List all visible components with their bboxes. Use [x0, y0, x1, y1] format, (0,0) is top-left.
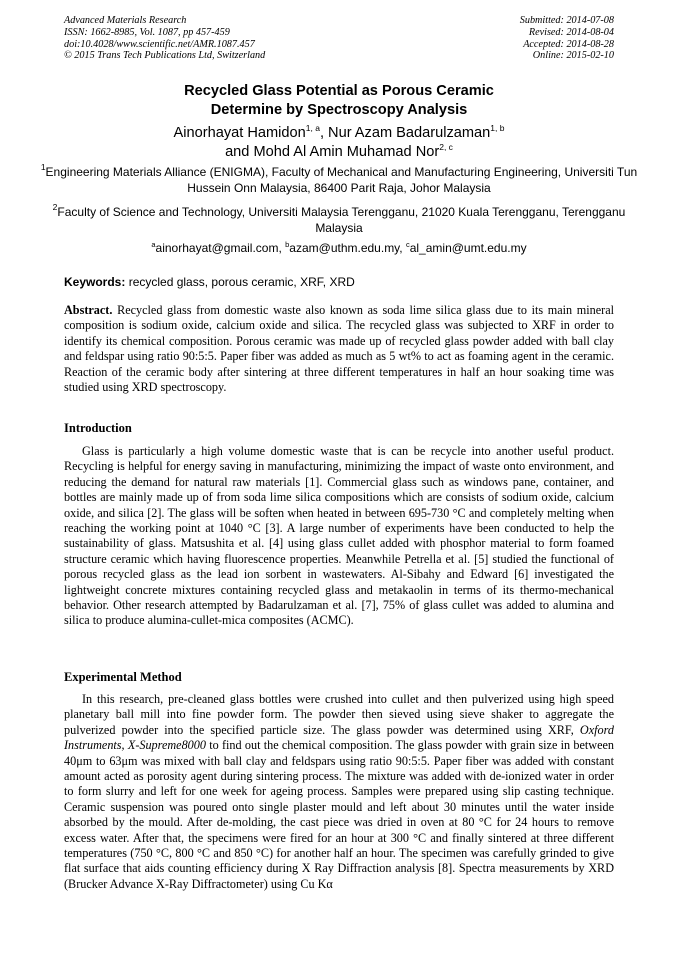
affiliation-text: Engineering Materials Alliance (ENIGMA), Faculty of Mechanical and Manufacturing Engineering, Universiti Tun Hussein Onn Malaysia, 86400 Parit Raja, Johor Malaysia	[45, 165, 638, 195]
introduction-paragraph: Glass is particularly a high volume domestic waste that is can be recycle into another useful product. Recycling is helpful for energy saving in manufacturing, minimizing the impact of waste onto environment, and reducing the demand for natural raw materials [1]. Commercial glass such as windows pane, container, and bottles are mainly made up of from soda lime silica compositions which are consists of sodium oxide, calcium oxide, and silica [2]. The glass will be soften when heated in between 695-730 °C and completely melting when reaching the working point at 1040 °C [3]. A large number of experiments have been conducted to help the sustainability of glass. Matsushita et al. [4] using glass cullet added with phosphor material to form foamed structure ceramic which having fluorescence properties. Meanwhile Petrella et al. [5] studied the functional of porous recycled glass as the lead ion sorbent in wastewaters. Al-Sibahy and Edward [6] investigated the lightweight concrete mixtures containing recycled glass and metakaolin in terms of its thermo-mechanical behavior. Other research attempted by Badarulzaman et al. [7], 75% of glass cullet was added to alumina and silica to produce alumina-cullet-mica composites (ACMC).	[64, 444, 614, 628]
email-address[interactable]: azam@uthm.edu.my	[289, 241, 400, 255]
affiliation-number: 2	[52, 202, 58, 212]
date-submitted: Submitted: 2014-07-08	[519, 15, 614, 26]
author-affiliation-mark: 1, b	[490, 123, 505, 133]
abstract-text: Recycled glass from domestic waste also known as soda lime silica glass due to its main mineral composition is sodium oxide, calcium oxide and silica. The recycled glass was subjected to XRF in order to identify its chemical composition. Porous ceramic was made up of recycled glass powder added with ball clay and feldspar using ratio 90:5:5. Paper fiber was added as much as 5 wt% to act as foaming agent in the ceramic. Reaction of the ceramic body after sintering at three different temperatures in half an hour soaking time was studied using XRD spectroscopy.	[64, 303, 615, 395]
keywords-label: Keywords:	[64, 275, 126, 289]
author-list	[0, 124, 678, 161]
paper-title	[0, 82, 678, 120]
email-address[interactable]: ainorhayat@gmail.com	[155, 241, 279, 255]
title-line-1: Recycled Glass Potential as Porous Ceramic	[184, 83, 494, 99]
author-conjunction: and	[225, 143, 250, 160]
publication-dates	[520, 15, 614, 62]
affiliation-text: Faculty of Science and Technology, Universiti Malaysia Terengganu, 21020 Kuala Terengganu, Terengganu Malaysia	[57, 205, 626, 235]
author-name: Nur Azam Badarulzaman	[328, 125, 491, 141]
keywords-text: recycled glass, porous ceramic, XRF, XRD	[128, 275, 355, 289]
section-heading-introduction: Introduction	[64, 421, 132, 435]
instrument-name: Oxford Instruments, X-Supreme8000	[64, 722, 614, 753]
keywords	[64, 274, 355, 290]
date-online: Online: 2015-02-10	[532, 50, 614, 62]
journal-doi[interactable]: doi:10.4028/www.scientific.net/AMR.1087.457	[64, 38, 255, 50]
email-address[interactable]: al_amin@umt.edu.my	[409, 241, 527, 255]
author-name: Ainorhayat Hamidon	[173, 125, 306, 141]
author-emails: $^a$ainorhayat@gmail.com, $^b$azam@uthm.edu.my, $^c$al_amin@umt.edu.my	[151, 240, 527, 255]
authors-line-1: Ainorhayat Hamidon$^{1, a}$, Nur Azam Badarulzaman$^{1, b}$	[173, 123, 505, 141]
abstract	[64, 303, 614, 395]
journal-name: Advanced Materials Research	[64, 15, 187, 26]
author-affiliation-mark: 1, a	[305, 123, 320, 133]
journal-issn: ISSN: 1662-8985, Vol. 1087, pp 457-459	[64, 26, 230, 38]
date-accepted: Accepted: 2014-08-28	[523, 38, 614, 50]
section-heading-experimental: Experimental Method	[64, 670, 182, 684]
experimental-text-a: In this research, pre-cleaned glass bottles were crushed into cullet and then pulverized using high speed planetary ball mill into fine powder form. The powder then sieved using sieve shaker to aggregate the pulverized powder into the specified particle size. The glass powder was determined using XRF,	[64, 692, 614, 737]
email-mark: c	[405, 240, 410, 249]
email-mark: a	[151, 240, 156, 249]
abstract-label: Abstract.	[64, 303, 113, 317]
affiliation-1	[40, 164, 638, 196]
affiliation-2	[40, 204, 638, 236]
authors-line-2	[0, 143, 678, 162]
date-revised: Revised: 2014-08-04	[528, 26, 614, 38]
affiliation-number: 1	[40, 162, 46, 172]
title-line-2: Determine by Spectroscopy Analysis	[210, 102, 468, 118]
experimental-paragraph	[64, 692, 614, 892]
journal-copyright: © 2015 Trans Tech Publications Ltd, Switzerland	[64, 50, 266, 62]
email-mark: b	[285, 240, 290, 249]
journal-info	[64, 15, 265, 62]
experimental-text-b: to find out the chemical composition. The glass powder with grain size in between 40μm to 63μm was mixed with ball clay and feldspars using ratio 90:5:5. Paper fiber was added with constant amount acted as porosity agent during sintering process. The mixture was added with de-ionized water in order to form slurry and left for one week for ageing process. Samples were prepared using slip casting technique. Ceramic suspension was poured onto single plaster mould and left about 30 minutes until the water inside absorbed by the mould. After de-molding, the cast piece was dried in oven at 80 °C for 24 hours to remove excess water. After that, the specimens were fired for an hour at 300 °C and finally sintered at three different temperatures (750 °C, 800 °C and 850 °C) for another half an hour. The specimen was carefully grinded to give flat surface that aids counting efficiency during X Ray Diffraction analysis [8]. Spectra measurements by XRD (Brucker Advance X-Ray Diffractometer) using Cu Kα	[64, 738, 615, 891]
author-name: Mohd Al Amin Muhamad Nor	[253, 143, 440, 160]
author-affiliation-mark: 2, c	[439, 141, 453, 152]
